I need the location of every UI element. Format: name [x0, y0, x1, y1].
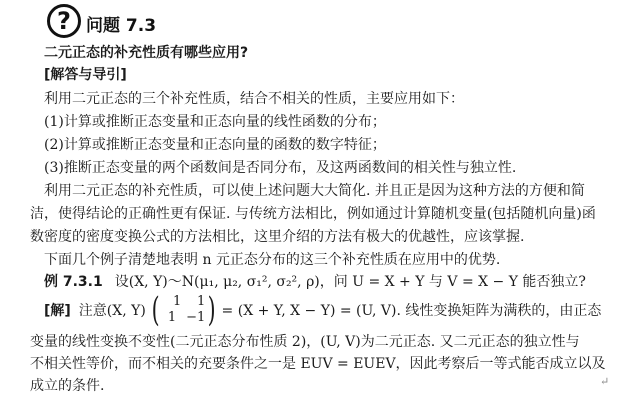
- right-paren: ): [207, 290, 216, 330]
- transform-matrix: [149, 290, 219, 330]
- left-paren: (: [151, 290, 160, 330]
- matrix-rows: [162, 294, 205, 326]
- application-item-3: (3)推断正态变量的两个函数间是否同分布，及这两函数间的相关性与独立性.: [44, 160, 517, 176]
- paragraph-line-2: 洁，使得结论的正确性更有保证. 与传统方法相比，例如通过计算随机变量(包括随机向量)函: [30, 206, 596, 222]
- example-statement: [44, 273, 586, 291]
- solution-first-line: [44, 290, 602, 330]
- paragraph-return-icon: ↵: [600, 375, 610, 388]
- solution-line-2: 变量的线性变换不变性(二元正态分布性质 2)，(U, V)为二元正态. 又二元正态的独立性与: [30, 334, 580, 350]
- solution-pre-matrix: 注意(X, Y): [78, 303, 146, 319]
- application-item-1: (1)计算或推断正态变量和正态向量的线性函数的分布；: [44, 114, 386, 130]
- problem-title: 问题 7.3: [86, 16, 157, 36]
- matrix-cell: 1: [197, 294, 206, 309]
- application-item-2: (2)计算或推断正态变量和正态向量的函数的数字特征；: [44, 137, 386, 153]
- question-mark-icon: ?: [47, 4, 81, 38]
- matrix-cell: 1: [167, 310, 177, 325]
- solution-line-4: 成立的条件.: [30, 378, 105, 394]
- matrix-row: [167, 294, 205, 310]
- solution-post-matrix: = (X + Y, X − Y) = (U, V). 线性变换矩阵为满秩的，由正态: [221, 303, 602, 319]
- solution-label: [解]: [44, 303, 71, 319]
- examples-intro: 下面几个例子清楚地表明 n 元正态分布的这三个补充性质在应用中的优势.: [44, 252, 501, 268]
- example-label: 例 7.3.1: [44, 274, 103, 290]
- question-text: 二元正态的补充性质有哪些应用?: [44, 45, 249, 61]
- paragraph-line-1: 利用二元正态的补充性质，可以使上述问题大大简化. 并且正是因为这种方法的方便和简: [44, 183, 585, 199]
- intro-text: 利用二元正态的三个补充性质，结合不相关的性质，主要应用如下：: [44, 91, 464, 107]
- example-text: 设(X, Y)～N(μ₁, μ₂, σ₁², σ₂², ρ)，问 U = X + Y 与 V = X − Y 能否独立?: [114, 274, 586, 290]
- matrix-cell: −1: [186, 310, 206, 325]
- matrix-row: [162, 310, 205, 326]
- solution-line-3: 不相关性等价，而不相关的充要条件之一是 EUV = EUEV，因此考察后一等式能否成立以及: [30, 356, 606, 372]
- paragraph-line-3: 数密度的密度变换公式的方法相比，这里介绍的方法有极大的优越性，应该掌握.: [30, 229, 525, 245]
- matrix-cell: 1: [173, 294, 182, 309]
- section-heading: [解答与导引]: [44, 67, 127, 83]
